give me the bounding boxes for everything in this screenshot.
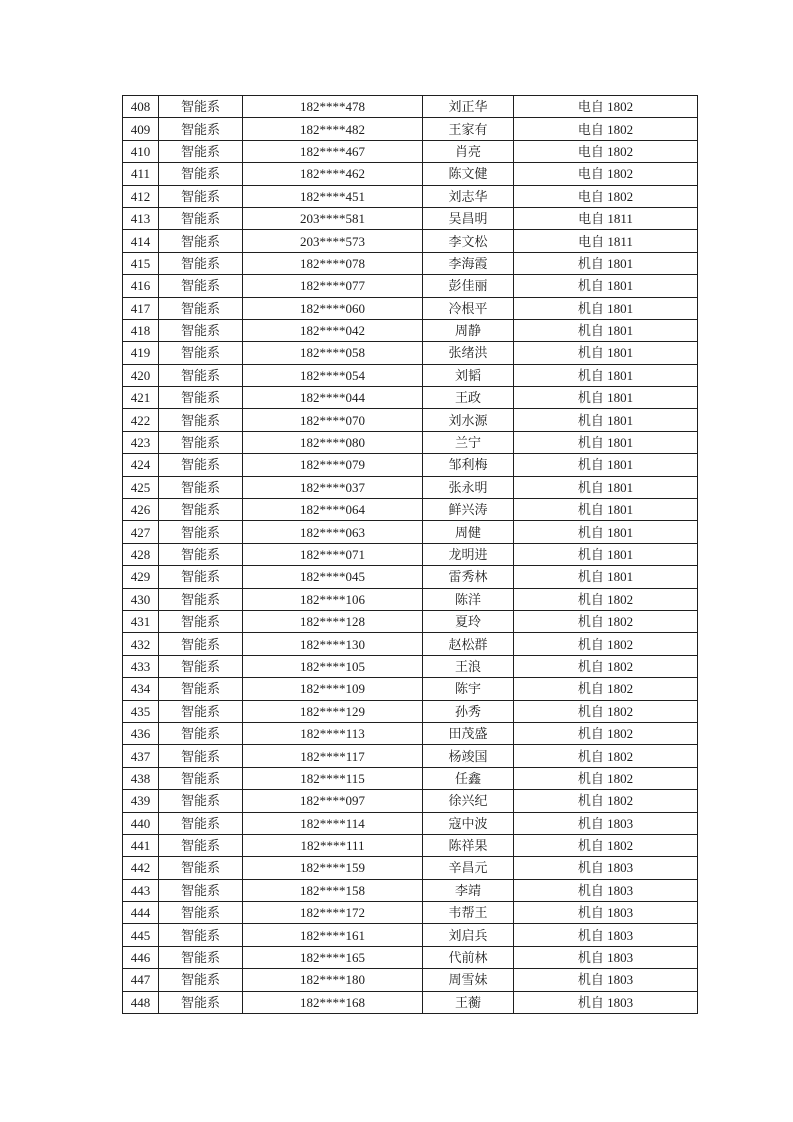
cell-row-number: 416 — [123, 275, 159, 297]
cell-row-number: 442 — [123, 857, 159, 879]
cell-student-name: 田茂盛 — [423, 722, 514, 744]
cell-row-number: 412 — [123, 185, 159, 207]
cell-row-number: 439 — [123, 790, 159, 812]
cell-class: 机自 1801 — [514, 499, 698, 521]
cell-student-name: 赵松群 — [423, 633, 514, 655]
cell-class: 机自 1802 — [514, 633, 698, 655]
cell-student-name: 刘水源 — [423, 409, 514, 431]
cell-class: 机自 1803 — [514, 924, 698, 946]
cell-class: 电自 1802 — [514, 163, 698, 185]
cell-class: 电自 1802 — [514, 96, 698, 118]
cell-student-name: 肖亮 — [423, 140, 514, 162]
cell-student-id: 182****037 — [243, 476, 423, 498]
cell-row-number: 425 — [123, 476, 159, 498]
cell-class: 机自 1801 — [514, 387, 698, 409]
cell-class: 电自 1811 — [514, 230, 698, 252]
cell-student-id: 182****080 — [243, 431, 423, 453]
cell-department: 智能系 — [159, 879, 243, 901]
cell-class: 机自 1801 — [514, 454, 698, 476]
cell-class: 机自 1801 — [514, 297, 698, 319]
cell-row-number: 424 — [123, 454, 159, 476]
cell-student-id: 182****168 — [243, 991, 423, 1013]
cell-class: 机自 1802 — [514, 790, 698, 812]
cell-student-id: 182****130 — [243, 633, 423, 655]
cell-department: 智能系 — [159, 454, 243, 476]
cell-student-name: 龙明进 — [423, 543, 514, 565]
cell-row-number: 438 — [123, 767, 159, 789]
cell-class: 机自 1802 — [514, 745, 698, 767]
cell-student-name: 李靖 — [423, 879, 514, 901]
cell-student-id: 182****128 — [243, 610, 423, 632]
table-row — [123, 297, 698, 319]
cell-row-number: 415 — [123, 252, 159, 274]
cell-department: 智能系 — [159, 431, 243, 453]
table-row — [123, 924, 698, 946]
cell-class: 机自 1802 — [514, 767, 698, 789]
cell-student-name: 寇中波 — [423, 812, 514, 834]
cell-row-number: 445 — [123, 924, 159, 946]
cell-class: 机自 1803 — [514, 812, 698, 834]
cell-student-id: 182****078 — [243, 252, 423, 274]
cell-row-number: 429 — [123, 566, 159, 588]
cell-student-id: 182****054 — [243, 364, 423, 386]
cell-row-number: 430 — [123, 588, 159, 610]
table-row — [123, 454, 698, 476]
cell-student-id: 182****161 — [243, 924, 423, 946]
table-row — [123, 207, 698, 229]
cell-department: 智能系 — [159, 902, 243, 924]
cell-student-name: 辛昌元 — [423, 857, 514, 879]
cell-student-id: 182****044 — [243, 387, 423, 409]
cell-class: 机自 1801 — [514, 364, 698, 386]
cell-department: 智能系 — [159, 342, 243, 364]
cell-department: 智能系 — [159, 207, 243, 229]
cell-student-name: 刘志华 — [423, 185, 514, 207]
cell-class: 电自 1811 — [514, 207, 698, 229]
cell-class: 机自 1801 — [514, 252, 698, 274]
table-row — [123, 834, 698, 856]
cell-student-id: 182****478 — [243, 96, 423, 118]
cell-student-name: 张永明 — [423, 476, 514, 498]
cell-department: 智能系 — [159, 588, 243, 610]
cell-row-number: 434 — [123, 678, 159, 700]
cell-student-name: 雷秀林 — [423, 566, 514, 588]
cell-row-number: 437 — [123, 745, 159, 767]
cell-student-name: 吴昌明 — [423, 207, 514, 229]
cell-student-id: 182****058 — [243, 342, 423, 364]
cell-student-name: 徐兴纪 — [423, 790, 514, 812]
table-row — [123, 678, 698, 700]
cell-class: 机自 1803 — [514, 857, 698, 879]
cell-row-number: 440 — [123, 812, 159, 834]
table-row — [123, 655, 698, 677]
cell-student-id: 182****115 — [243, 767, 423, 789]
cell-row-number: 446 — [123, 946, 159, 968]
cell-student-name: 韦帮王 — [423, 902, 514, 924]
cell-student-name: 周雪妹 — [423, 969, 514, 991]
cell-row-number: 418 — [123, 319, 159, 341]
cell-class: 电自 1802 — [514, 140, 698, 162]
cell-class: 机自 1801 — [514, 521, 698, 543]
cell-class: 机自 1802 — [514, 610, 698, 632]
cell-row-number: 413 — [123, 207, 159, 229]
cell-student-name: 陈洋 — [423, 588, 514, 610]
cell-department: 智能系 — [159, 655, 243, 677]
cell-department: 智能系 — [159, 924, 243, 946]
cell-student-id: 182****129 — [243, 700, 423, 722]
cell-student-name: 代前林 — [423, 946, 514, 968]
cell-department: 智能系 — [159, 163, 243, 185]
cell-student-id: 182****462 — [243, 163, 423, 185]
cell-student-name: 陈祥果 — [423, 834, 514, 856]
cell-student-id: 203****573 — [243, 230, 423, 252]
cell-student-name: 李文松 — [423, 230, 514, 252]
cell-class: 机自 1801 — [514, 431, 698, 453]
table-row — [123, 857, 698, 879]
cell-department: 智能系 — [159, 834, 243, 856]
table-row — [123, 275, 698, 297]
cell-department: 智能系 — [159, 767, 243, 789]
cell-row-number: 409 — [123, 118, 159, 140]
cell-row-number: 421 — [123, 387, 159, 409]
cell-department: 智能系 — [159, 364, 243, 386]
cell-department: 智能系 — [159, 521, 243, 543]
table-row — [123, 431, 698, 453]
cell-student-id: 182****114 — [243, 812, 423, 834]
table-row — [123, 879, 698, 901]
table-row — [123, 364, 698, 386]
records-table — [122, 95, 698, 1014]
table-row — [123, 991, 698, 1013]
table-row — [123, 588, 698, 610]
table-row — [123, 96, 698, 118]
cell-department: 智能系 — [159, 745, 243, 767]
cell-student-id: 182****045 — [243, 566, 423, 588]
cell-student-id: 182****180 — [243, 969, 423, 991]
table-row — [123, 252, 698, 274]
cell-department: 智能系 — [159, 857, 243, 879]
cell-row-number: 433 — [123, 655, 159, 677]
cell-department: 智能系 — [159, 185, 243, 207]
table-row — [123, 230, 698, 252]
cell-department: 智能系 — [159, 610, 243, 632]
table-row — [123, 476, 698, 498]
table-row — [123, 543, 698, 565]
cell-student-name: 冷根平 — [423, 297, 514, 319]
cell-department: 智能系 — [159, 140, 243, 162]
table-row — [123, 387, 698, 409]
table-row — [123, 790, 698, 812]
cell-student-id: 182****467 — [243, 140, 423, 162]
cell-row-number: 414 — [123, 230, 159, 252]
cell-student-name: 王蘅 — [423, 991, 514, 1013]
table-row — [123, 342, 698, 364]
cell-department: 智能系 — [159, 499, 243, 521]
cell-class: 机自 1802 — [514, 722, 698, 744]
cell-class: 机自 1801 — [514, 409, 698, 431]
cell-department: 智能系 — [159, 252, 243, 274]
cell-student-name: 王政 — [423, 387, 514, 409]
cell-student-id: 203****581 — [243, 207, 423, 229]
cell-student-name: 鲜兴涛 — [423, 499, 514, 521]
cell-class: 机自 1801 — [514, 342, 698, 364]
cell-row-number: 411 — [123, 163, 159, 185]
cell-student-id: 182****105 — [243, 655, 423, 677]
cell-class: 机自 1802 — [514, 588, 698, 610]
cell-student-name: 王浪 — [423, 655, 514, 677]
cell-row-number: 427 — [123, 521, 159, 543]
cell-student-name: 张绪洪 — [423, 342, 514, 364]
cell-student-id: 182****060 — [243, 297, 423, 319]
cell-student-id: 182****042 — [243, 319, 423, 341]
cell-row-number: 435 — [123, 700, 159, 722]
cell-student-name: 刘正华 — [423, 96, 514, 118]
table-row — [123, 969, 698, 991]
cell-student-id: 182****111 — [243, 834, 423, 856]
table-row — [123, 118, 698, 140]
cell-class: 机自 1803 — [514, 879, 698, 901]
cell-row-number: 432 — [123, 633, 159, 655]
cell-student-name: 刘启兵 — [423, 924, 514, 946]
cell-student-id: 182****451 — [243, 185, 423, 207]
records-table-body — [123, 96, 698, 1014]
table-row — [123, 745, 698, 767]
cell-department: 智能系 — [159, 387, 243, 409]
table-row — [123, 610, 698, 632]
cell-class: 机自 1802 — [514, 700, 698, 722]
table-row — [123, 722, 698, 744]
cell-department: 智能系 — [159, 790, 243, 812]
cell-class: 机自 1801 — [514, 319, 698, 341]
cell-row-number: 423 — [123, 431, 159, 453]
cell-student-id: 182****158 — [243, 879, 423, 901]
cell-row-number: 444 — [123, 902, 159, 924]
cell-student-id: 182****159 — [243, 857, 423, 879]
cell-class: 电自 1802 — [514, 185, 698, 207]
cell-row-number: 426 — [123, 499, 159, 521]
cell-row-number: 447 — [123, 969, 159, 991]
cell-student-name: 周健 — [423, 521, 514, 543]
table-row — [123, 902, 698, 924]
cell-row-number: 428 — [123, 543, 159, 565]
cell-class: 机自 1803 — [514, 902, 698, 924]
cell-row-number: 419 — [123, 342, 159, 364]
cell-department: 智能系 — [159, 812, 243, 834]
cell-class: 机自 1801 — [514, 566, 698, 588]
cell-department: 智能系 — [159, 297, 243, 319]
table-row — [123, 633, 698, 655]
cell-department: 智能系 — [159, 700, 243, 722]
cell-student-id: 182****064 — [243, 499, 423, 521]
cell-student-id: 182****077 — [243, 275, 423, 297]
cell-class: 机自 1801 — [514, 275, 698, 297]
table-row — [123, 319, 698, 341]
cell-student-id: 182****070 — [243, 409, 423, 431]
cell-student-name: 王家有 — [423, 118, 514, 140]
cell-department: 智能系 — [159, 409, 243, 431]
cell-class: 机自 1802 — [514, 655, 698, 677]
table-row — [123, 140, 698, 162]
cell-student-id: 182****063 — [243, 521, 423, 543]
table-row — [123, 767, 698, 789]
cell-department: 智能系 — [159, 633, 243, 655]
cell-row-number: 448 — [123, 991, 159, 1013]
cell-student-id: 182****165 — [243, 946, 423, 968]
cell-student-name: 兰宁 — [423, 431, 514, 453]
cell-department: 智能系 — [159, 946, 243, 968]
cell-row-number: 436 — [123, 722, 159, 744]
cell-student-id: 182****071 — [243, 543, 423, 565]
cell-student-id: 182****117 — [243, 745, 423, 767]
cell-row-number: 443 — [123, 879, 159, 901]
cell-student-name: 邹利梅 — [423, 454, 514, 476]
cell-class: 机自 1803 — [514, 946, 698, 968]
table-row — [123, 812, 698, 834]
cell-department: 智能系 — [159, 566, 243, 588]
cell-department: 智能系 — [159, 476, 243, 498]
cell-department: 智能系 — [159, 722, 243, 744]
cell-class: 机自 1802 — [514, 834, 698, 856]
cell-department: 智能系 — [159, 969, 243, 991]
cell-student-id: 182****482 — [243, 118, 423, 140]
cell-department: 智能系 — [159, 319, 243, 341]
cell-student-name: 任鑫 — [423, 767, 514, 789]
cell-student-name: 孙秀 — [423, 700, 514, 722]
cell-department: 智能系 — [159, 96, 243, 118]
cell-row-number: 408 — [123, 96, 159, 118]
table-row — [123, 499, 698, 521]
cell-student-name: 李海霞 — [423, 252, 514, 274]
cell-row-number: 441 — [123, 834, 159, 856]
cell-row-number: 420 — [123, 364, 159, 386]
cell-student-id: 182****106 — [243, 588, 423, 610]
cell-class: 机自 1803 — [514, 969, 698, 991]
cell-department: 智能系 — [159, 230, 243, 252]
cell-class: 机自 1803 — [514, 991, 698, 1013]
cell-department: 智能系 — [159, 275, 243, 297]
table-row — [123, 163, 698, 185]
cell-class: 机自 1801 — [514, 476, 698, 498]
table-row — [123, 566, 698, 588]
table-row — [123, 521, 698, 543]
cell-student-name: 陈文健 — [423, 163, 514, 185]
cell-row-number: 431 — [123, 610, 159, 632]
cell-student-name: 彭佳丽 — [423, 275, 514, 297]
cell-class: 电自 1802 — [514, 118, 698, 140]
cell-row-number: 417 — [123, 297, 159, 319]
cell-student-name: 夏玲 — [423, 610, 514, 632]
cell-student-name: 杨竣国 — [423, 745, 514, 767]
cell-class: 机自 1801 — [514, 543, 698, 565]
cell-row-number: 410 — [123, 140, 159, 162]
cell-student-name: 陈宇 — [423, 678, 514, 700]
table-row — [123, 946, 698, 968]
cell-department: 智能系 — [159, 678, 243, 700]
cell-student-id: 182****079 — [243, 454, 423, 476]
cell-department: 智能系 — [159, 118, 243, 140]
cell-student-name: 刘韬 — [423, 364, 514, 386]
table-row — [123, 185, 698, 207]
cell-department: 智能系 — [159, 543, 243, 565]
cell-student-id: 182****097 — [243, 790, 423, 812]
cell-student-id: 182****172 — [243, 902, 423, 924]
table-row — [123, 700, 698, 722]
cell-row-number: 422 — [123, 409, 159, 431]
cell-student-name: 周静 — [423, 319, 514, 341]
cell-department: 智能系 — [159, 991, 243, 1013]
cell-student-id: 182****109 — [243, 678, 423, 700]
cell-class: 机自 1802 — [514, 678, 698, 700]
cell-student-id: 182****113 — [243, 722, 423, 744]
table-row — [123, 409, 698, 431]
